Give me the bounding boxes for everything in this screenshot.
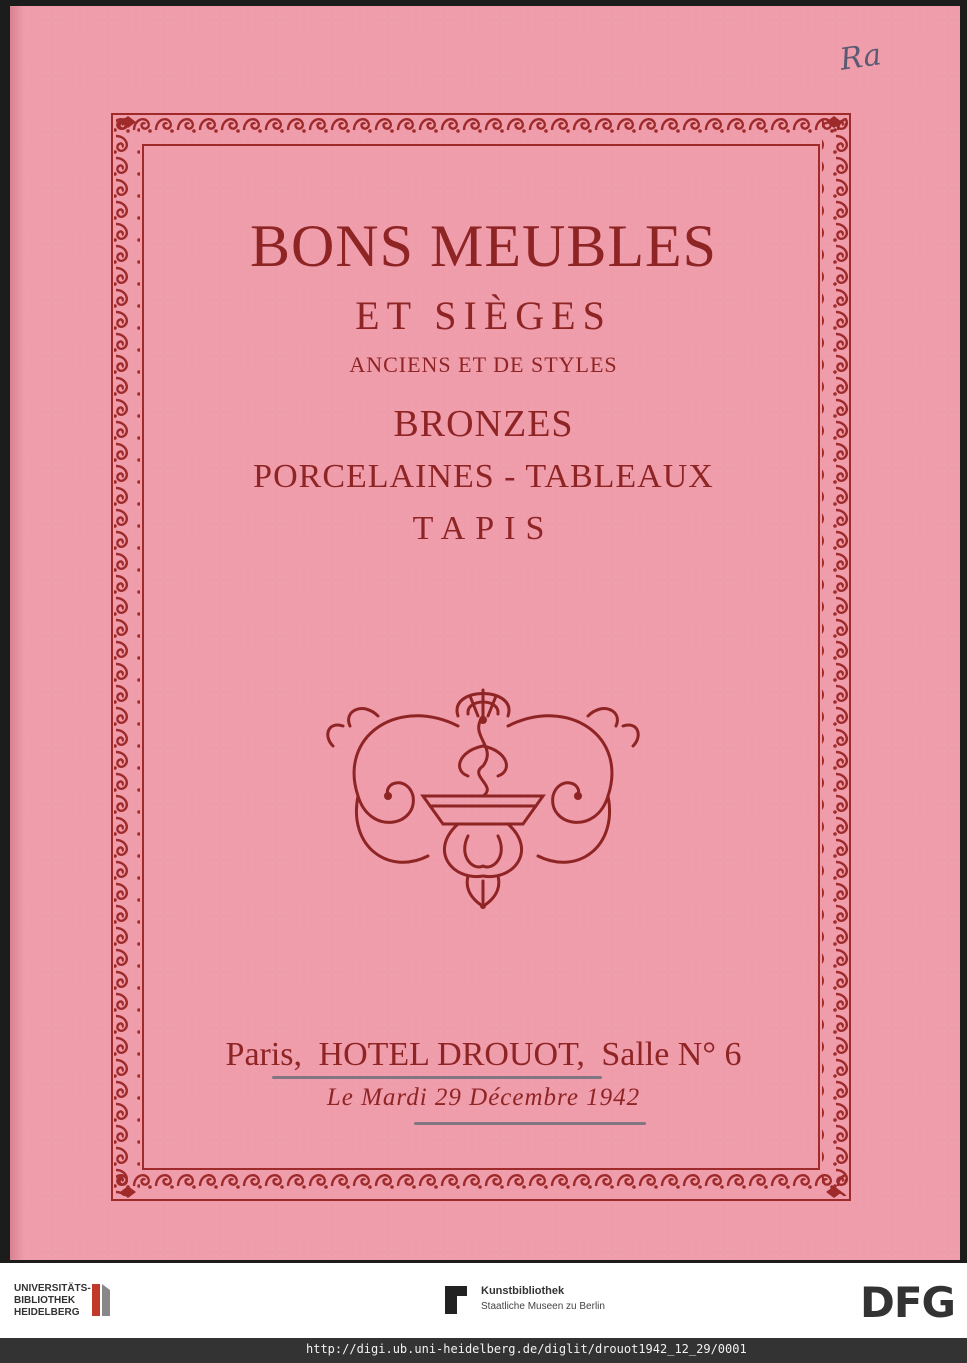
venue-hotel: HOTEL DROUOT, bbox=[318, 1036, 585, 1073]
handwritten-mark: Ra bbox=[837, 37, 884, 78]
title-et-sieges: ET SIÈGES bbox=[355, 293, 612, 338]
subtitle-anciens: ANCIENS ET DE STYLES bbox=[349, 352, 618, 377]
sale-date: Le Mardi 29 Décembre 1942 bbox=[326, 1084, 641, 1111]
dfg-logo: DFG bbox=[860, 1278, 956, 1327]
kunstbibliothek-logo-icon bbox=[443, 1284, 469, 1316]
ub-heidelberg-logo-icon bbox=[88, 1280, 114, 1320]
title-porcelaines-tableaux: PORCELAINES - TABLEAUX bbox=[253, 458, 714, 495]
venue-city: Paris, bbox=[225, 1036, 303, 1073]
rococo-ornament-icon bbox=[318, 676, 648, 910]
ub-heidelberg-logo-text bbox=[14, 1283, 91, 1319]
ub-line: BIBLIOTHEK bbox=[14, 1295, 76, 1306]
title-bronzes: BRONZES bbox=[393, 403, 574, 445]
kunstbibliothek-subtitle: Staatliche Museen zu Berlin bbox=[481, 1301, 605, 1312]
title-tapis: TAPIS bbox=[412, 510, 555, 547]
venue-line bbox=[0, 1036, 967, 1074]
venue-room: Salle N° 6 bbox=[601, 1036, 742, 1073]
title-bons-meubles: BONS MEUBLES bbox=[249, 213, 718, 279]
pencil-underline-hotel bbox=[272, 1076, 602, 1079]
ub-line: UNIVERSITÄTS- bbox=[14, 1283, 91, 1294]
ub-line: HEIDELBERG bbox=[14, 1307, 80, 1318]
permalink-url[interactable]: http://digi.ub.uni-heidelberg.de/diglit/drouot1942_12_29/0001 bbox=[306, 1342, 747, 1356]
pencil-underline-date bbox=[414, 1122, 646, 1125]
kunstbibliothek-name: Kunstbibliothek bbox=[481, 1285, 565, 1297]
